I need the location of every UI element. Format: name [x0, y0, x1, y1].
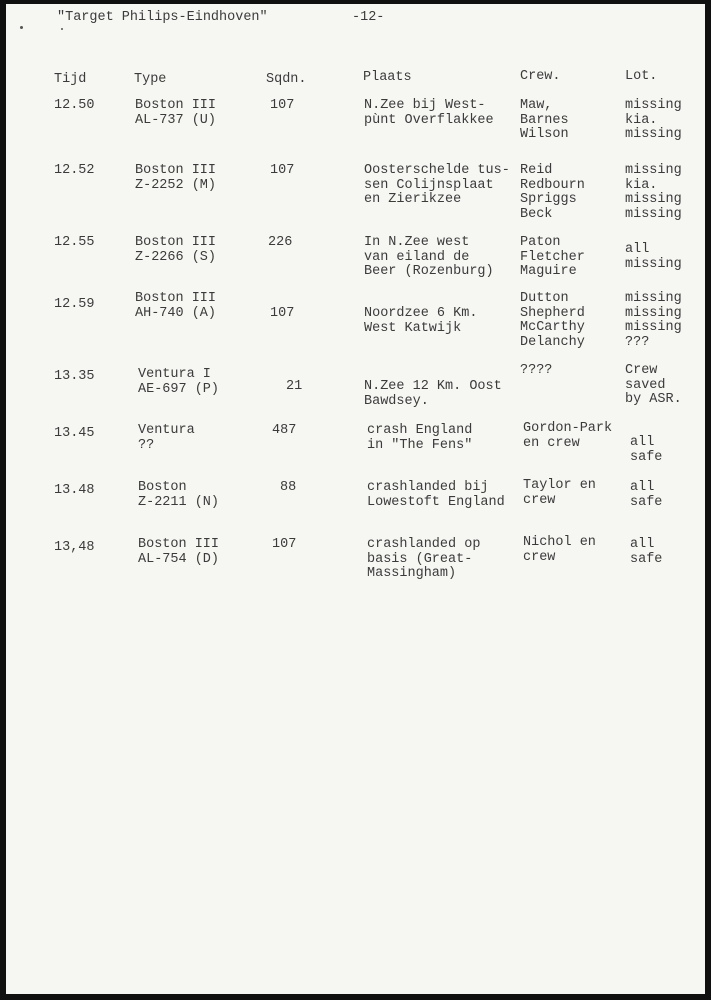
row-fate-line: missing [625, 256, 682, 272]
row-squadron: 107 [270, 163, 295, 178]
row-crew-line: crew [523, 549, 556, 565]
row-type-line: Boston III [135, 291, 217, 306]
row-place-line: West Katwijk [364, 320, 462, 336]
row-type-line: Ventura I [138, 367, 211, 382]
stray-mark [61, 28, 63, 30]
row-time: 13,48 [54, 540, 95, 555]
row-fate-line: all [630, 537, 655, 552]
row-crew-line: ???? [520, 363, 553, 378]
row-place-line: Oosterschelde tus- [364, 163, 510, 178]
row-type-line: Z-2252 (M) [135, 177, 217, 193]
row-fate-line: missing [625, 98, 682, 113]
row-place-line: pùnt Overflakkee [364, 112, 494, 128]
page-number: -12- [352, 10, 385, 25]
row-squadron: 107 [270, 98, 295, 113]
row-type-line: AH-740 (A) [135, 305, 217, 321]
row-fate-line: kia. [625, 177, 658, 193]
row-place-line: N.Zee bij West- [364, 98, 486, 113]
row-place-line: In N.Zee west [364, 235, 470, 250]
row-squadron: 107 [270, 306, 295, 321]
row-place-line: Bawdsey. [364, 393, 429, 409]
row-crew-line: Gordon-Park [523, 421, 613, 436]
row-type-line: ?? [138, 437, 155, 453]
row-place-line: Noordzee 6 Km. [364, 306, 478, 321]
row-fate-line: missing [625, 163, 682, 178]
row-crew-line: en crew [523, 435, 580, 451]
row-crew-line: McCarthy [520, 320, 585, 335]
row-crew-line: Spriggs [520, 192, 577, 207]
column-header-fate: Lot. [625, 69, 658, 84]
row-place-line: basis (Great- [367, 551, 473, 567]
row-fate-line: missing [625, 206, 682, 222]
row-place-line: crashlanded bij [367, 480, 489, 495]
row-place-line: in "The Fens" [367, 437, 473, 453]
row-crew-line: Maguire [520, 264, 577, 279]
row-squadron: 226 [268, 235, 293, 250]
row-type-line: Z-2266 (S) [135, 249, 217, 265]
row-place-line: Massingham) [367, 566, 457, 581]
row-fate-line: safe [630, 551, 663, 567]
row-crew-line: Nichol en [523, 535, 596, 550]
row-time: 13.48 [54, 483, 95, 498]
row-fate-line: missing [625, 127, 682, 142]
row-type-line: Boston [138, 480, 187, 495]
row-squadron: 107 [272, 537, 297, 552]
column-header-time: Tijd [54, 72, 87, 87]
row-type-line: Boston III [135, 163, 217, 178]
row-time: 12.59 [54, 297, 95, 312]
row-crew-line: Shepherd [520, 305, 585, 321]
row-fate-line: missing [625, 305, 682, 321]
row-squadron: 21 [286, 379, 303, 394]
row-crew-line: Dutton [520, 291, 569, 306]
row-crew-line: Delanchy [520, 334, 585, 350]
row-fate-line: missing [625, 291, 682, 306]
row-crew-line: Barnes [520, 112, 569, 128]
row-fate-line: all [630, 480, 655, 495]
row-crew-line: Fletcher [520, 249, 585, 265]
row-crew-line: Reid [520, 163, 553, 178]
row-crew-line: Redbourn [520, 177, 585, 193]
row-time: 12.55 [54, 235, 95, 250]
stray-mark [20, 26, 23, 29]
row-crew-line: crew [523, 492, 556, 508]
row-time: 12.52 [54, 163, 95, 178]
row-type-line: AL-754 (D) [138, 551, 220, 567]
row-time: 13.35 [54, 369, 95, 384]
row-crew-line: Paton [520, 235, 561, 250]
row-type-line: Boston III [135, 235, 217, 250]
row-fate-line: Crew [625, 363, 658, 378]
row-fate-line: safe [630, 449, 663, 465]
row-fate-line: all [625, 242, 650, 257]
column-header-place: Plaats [363, 70, 412, 85]
row-type-line: AL-737 (U) [135, 112, 217, 128]
row-place-line: Beer (Rozenburg) [364, 264, 494, 279]
column-header-type: Type [134, 72, 167, 87]
row-place-line: Lowestoft England [367, 494, 505, 510]
row-fate-line: kia. [625, 112, 658, 128]
row-fate-line: missing [625, 320, 682, 335]
row-time: 12.50 [54, 98, 95, 113]
row-fate-line: missing [625, 192, 682, 207]
row-crew-line: Beck [520, 206, 553, 222]
row-type-line: AE-697 (P) [138, 381, 220, 397]
row-fate-line: safe [630, 494, 663, 510]
row-place-line: en Zierikzee [364, 192, 462, 207]
row-place-line: crash England [367, 423, 473, 438]
row-fate-line: ??? [625, 334, 650, 350]
row-place-line: van eiland de [364, 249, 470, 265]
row-fate-line: saved [625, 377, 666, 393]
row-crew-line: Maw, [520, 98, 553, 113]
row-time: 13.45 [54, 426, 95, 441]
row-type-line: Ventura [138, 423, 195, 438]
column-header-crew: Crew. [520, 69, 561, 84]
row-type-line: Boston III [135, 98, 217, 113]
row-squadron: 487 [272, 423, 297, 438]
row-squadron: 88 [280, 480, 297, 495]
row-place-line: N.Zee 12 Km. Oost [364, 379, 502, 394]
row-fate-line: by ASR. [625, 392, 682, 407]
row-fate-line: all [630, 435, 655, 450]
row-place-line: crashlanded op [367, 537, 481, 552]
row-crew-line: Taylor en [523, 478, 596, 493]
row-place-line: sen Colijnsplaat [364, 177, 494, 193]
row-type-line: Z-2211 (N) [138, 494, 220, 510]
row-crew-line: Wilson [520, 127, 569, 142]
column-header-squadron: Sqdn. [266, 72, 307, 87]
row-type-line: Boston III [138, 537, 220, 552]
document-title: "Target Philips-Eindhoven" [57, 10, 268, 25]
